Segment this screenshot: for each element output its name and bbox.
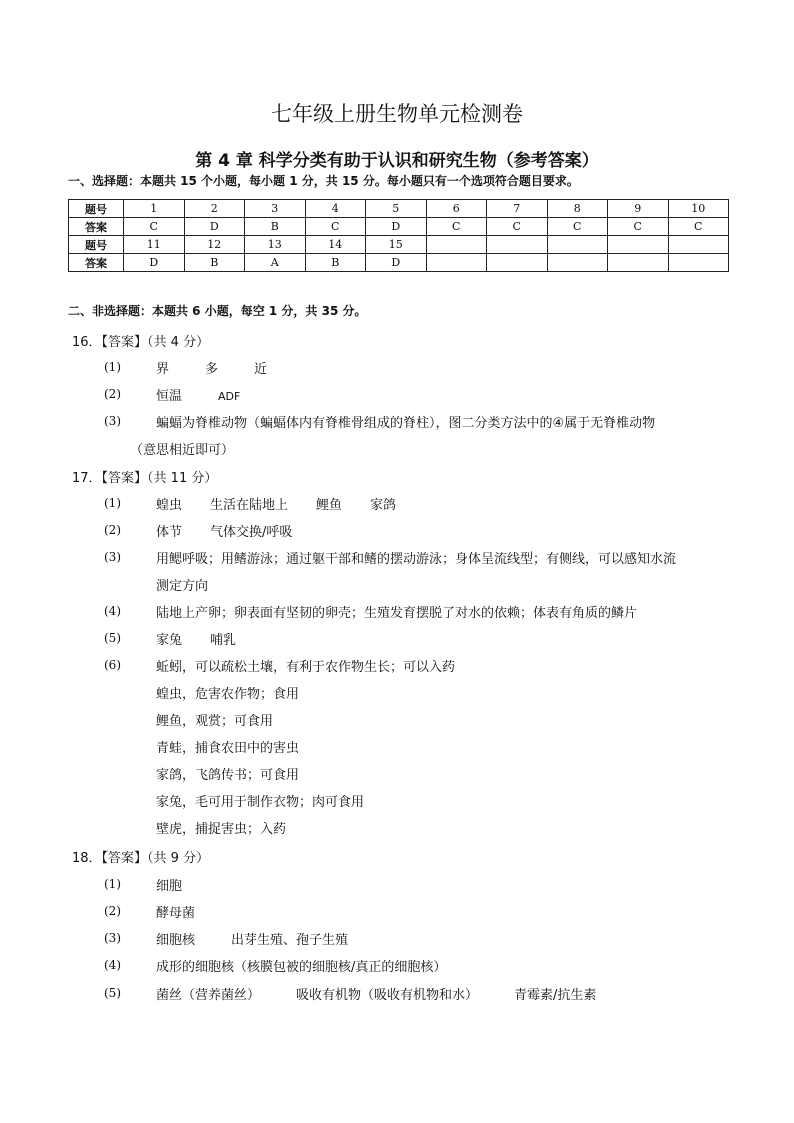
table-cell: D [366,218,427,236]
answer-line: 家兔，毛可用于制作衣物；肉可食用 [156,795,365,810]
table-cell: 7 [487,200,548,218]
table-cell: 10 [668,200,729,218]
answer-line [156,385,240,404]
table-cell: A [245,254,306,272]
item-number: (2) [104,387,121,401]
answer-table [68,199,729,272]
answer-part: 青霉素/抗生素 [514,988,597,1003]
item-number: (2) [104,904,121,918]
table-cell [608,254,669,272]
item-number: (1) [104,877,121,891]
answer-line: 用鳃呼吸；用鳍游泳；通过躯干部和鳍的摆动游泳；身体呈流线型；有侧线，可以感知水流 [156,552,677,567]
table-cell: 6 [426,200,487,218]
table-cell [487,236,548,254]
table-cell: 15 [366,236,427,254]
answer-line [156,629,236,648]
item-number: (3) [104,550,121,564]
table-cell: 13 [245,236,306,254]
answer-part: 生活在陆地上 [210,498,289,513]
table-cell: C [124,218,185,236]
answer-part: 家兔 [156,633,183,648]
item-number: (2) [104,523,121,537]
table-cell: 3 [245,200,306,218]
table-cell: 12 [184,236,245,254]
q16-heading: 16．【答案】（共 4 分） [72,335,210,350]
table-cell: B [245,218,306,236]
table-cell: C [608,218,669,236]
q18-heading: 18．【答案】（共 9 分） [72,851,210,866]
table-cell: 9 [608,200,669,218]
answer-part: 菌丝（营养菌丝） [156,988,261,1003]
answer-line: 家鸽，飞鸽传书；可食用 [156,768,300,783]
answer-line: 壁虎，捕捉害虫；入药 [156,822,287,837]
row-label: 答案 [69,254,124,272]
answer-line [156,929,348,948]
answer-line: 鲤鱼，观赏；可食用 [156,714,274,729]
answer-part: 体节 [156,525,183,540]
table-cell [426,254,487,272]
answer-line: 蝗虫，危害农作物；食用 [156,687,300,702]
row-label: 题号 [69,236,124,254]
q17-heading: 17．【答案】（共 11 分） [72,471,218,486]
table-row [69,200,729,218]
item-number: (1) [104,496,121,510]
answer-line [156,984,596,1003]
item-number: (4) [104,604,121,618]
table-cell: 5 [366,200,427,218]
answer-line: 青蛙，捕食农田中的害虫 [156,741,300,756]
table-row [69,254,729,272]
table-cell: 14 [305,236,366,254]
answer-line: 蝙蝠为脊椎动物（蝙蝠体内有脊椎骨组成的脊柱），图二分类方法中的④属于无脊椎动物 [156,416,656,431]
answer-line-continued: 测定方向 [156,579,209,594]
table-cell: B [305,254,366,272]
item-number: (4) [104,958,121,972]
table-cell [668,236,729,254]
answer-part: 近 [254,362,268,377]
table-cell: C [305,218,366,236]
answer-part: 哺乳 [210,633,237,648]
answer-part: 细胞核 [156,933,196,948]
page-title: 七年级上册生物单元检测卷 [271,102,523,126]
answer-line-continued: （意思相近即可） [130,443,235,458]
answer-part: 气体交换/呼吸 [210,525,293,540]
answer-part: 吸收有机物（吸收有机物和水） [296,988,479,1003]
item-number: (5) [104,631,121,645]
table-cell: C [426,218,487,236]
row-label: 答案 [69,218,124,236]
table-cell: 4 [305,200,366,218]
answer-line: 成形的细胞核（核膜包被的细胞核/真正的细胞核） [156,960,447,975]
answer-part: 多 [205,362,219,377]
table-cell: D [124,254,185,272]
page-subtitle: 第 4 章 科学分类有助于认识和研究生物（参考答案） [195,151,599,171]
answer-line [156,358,267,377]
answer-line: 蚯蚓，可以疏松土壤，有利于农作物生长；可以入药 [156,660,456,675]
table-cell: D [184,218,245,236]
table-cell [608,236,669,254]
row-label: 题号 [69,200,124,218]
answer-part: 鲤鱼 [316,498,343,513]
table-cell: D [366,254,427,272]
answer-line: 陆地上产卵；卵表面有坚韧的卵壳；生殖发育摆脱了对水的依赖；体表有角质的鳞片 [156,606,638,621]
table-cell: 8 [547,200,608,218]
table-cell [487,254,548,272]
section1-heading: 一、选择题：本题共 15 个小题，每小题 1 分，共 15 分。每小题只有一个选项符合题目要求。 [68,174,579,188]
item-number: (3) [104,414,121,428]
table-cell: 1 [124,200,185,218]
table-cell: C [668,218,729,236]
answer-part: ADF [218,390,241,403]
table-cell: 2 [184,200,245,218]
item-number: (6) [104,658,121,672]
section2-heading: 二、非选择题：本题共 6 小题，每空 1 分，共 35 分。 [68,304,367,318]
table-cell: C [487,218,548,236]
table-cell: C [547,218,608,236]
table-cell: B [184,254,245,272]
answer-line [156,521,292,540]
answer-line: 细胞 [156,879,183,894]
table-cell: 11 [124,236,185,254]
answer-part: 界 [156,362,170,377]
table-cell [547,254,608,272]
answer-line: 酵母菌 [156,906,196,921]
table-cell [426,236,487,254]
answer-part: 家鸽 [370,498,397,513]
answer-part: 蝗虫 [156,498,183,513]
table-cell [547,236,608,254]
item-number: (1) [104,360,121,374]
table-row [69,218,729,236]
item-number: (3) [104,931,121,945]
answer-line [156,494,396,513]
answer-part: 出芽生殖、孢子生殖 [231,933,349,948]
table-cell [668,254,729,272]
answer-part: 恒温 [156,389,183,404]
table-row [69,236,729,254]
item-number: (5) [104,986,121,1000]
